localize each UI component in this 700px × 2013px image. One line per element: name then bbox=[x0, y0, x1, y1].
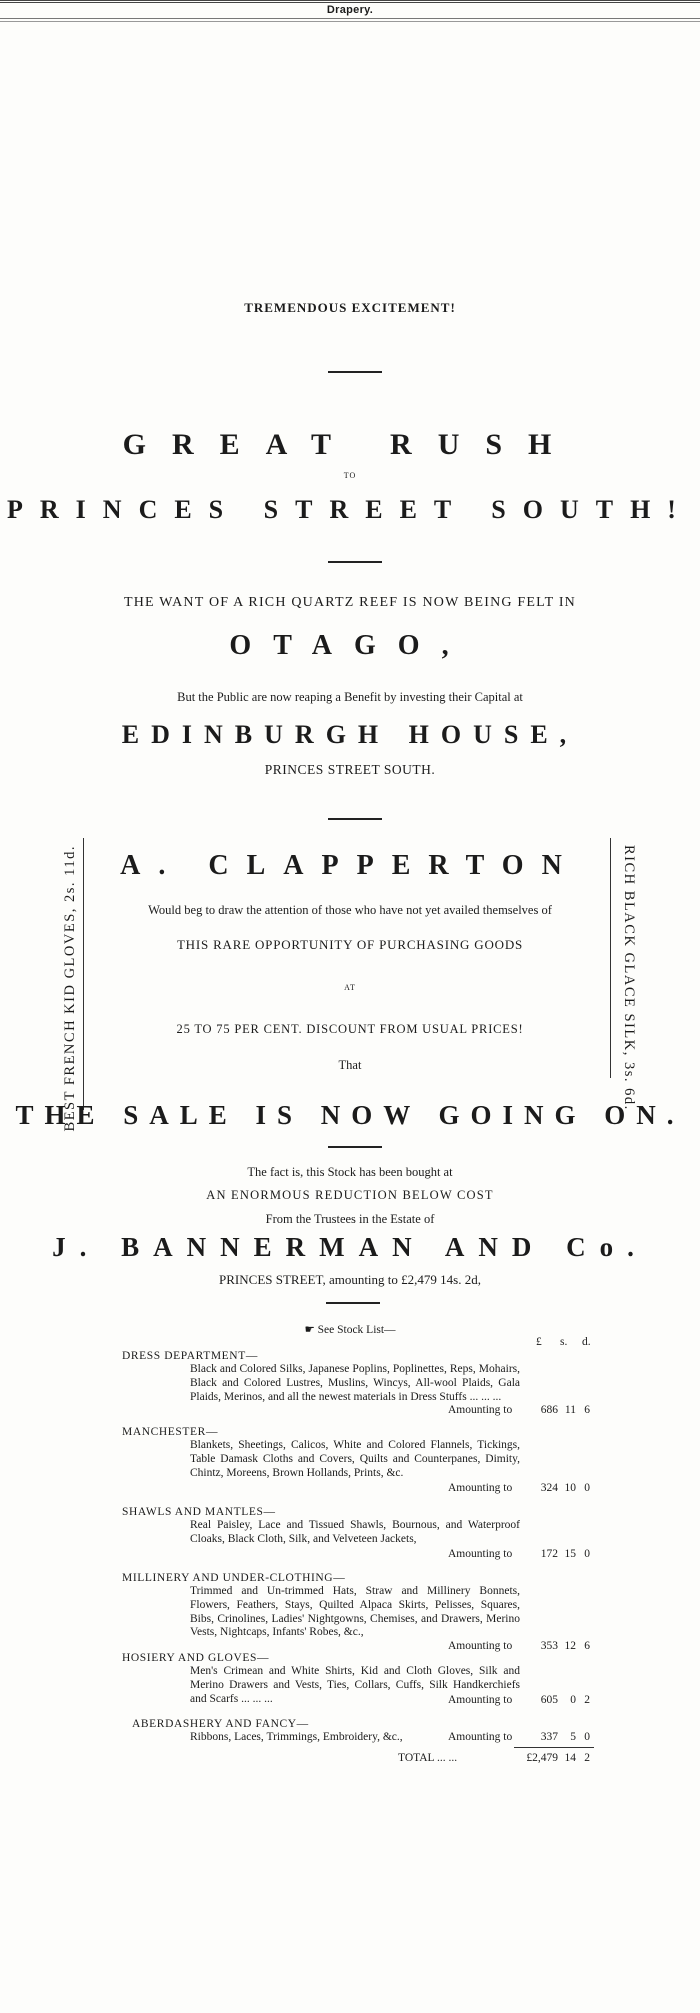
pounds-header: £ bbox=[536, 1336, 542, 1348]
dept-desc: Real Paisley, Lace and Tissued Shawls, Bournous, and Waterproof Cloaks, Black Cloth, Silk, and Velveteen Jackets, bbox=[190, 1519, 520, 1545]
top-rule-2 bbox=[0, 2, 700, 3]
amount-shillings: 10 bbox=[564, 1482, 576, 1494]
dept-name: HOSIERY AND GLOVES— bbox=[122, 1652, 270, 1664]
amount-pounds: 324 bbox=[540, 1482, 558, 1494]
header-rule bbox=[0, 18, 700, 19]
amount-label: Amounting to bbox=[448, 1731, 513, 1743]
divider bbox=[326, 1302, 380, 1304]
dept-name: MANCHESTER— bbox=[122, 1426, 219, 1438]
dept-name: ABERDASHERY AND FANCY— bbox=[132, 1718, 309, 1730]
dept-desc: Men's Crimean and White Shirts, Kid and Cloth Gloves, Silk and Merino Drawers and Vests, Ties, Collars, Cuffs, Silk Handkerchiefs and Scarfs ... ... ... bbox=[190, 1665, 520, 1705]
enormous-line: AN ENORMOUS REDUCTION BELOW COST bbox=[206, 1188, 494, 1202]
top-rule bbox=[0, 0, 700, 1]
to-label: TO bbox=[343, 471, 357, 480]
dept-desc: Trimmed and Un-trimmed Hats, Straw and Millinery Bonnets, Flowers, Feathers, Stays, Quilted Alpaca Skirts, Pelisses, Squares, Bibs, Crinolines, Ladies' Nightgowns, Chemises, and Drawers, Merino Vests, Nightcaps, Infants' Robes, &c., bbox=[190, 1585, 520, 1639]
amount-shillings: 15 bbox=[564, 1548, 576, 1560]
dept-desc: Blankets, Sheetings, Calicos, White and Colored Flannels, Tickings, Table Damask Cloths and Covers, Quilts and Counterpanes, Dimity, Chintz, Moreens, Brown Hollands, Prints, &c. bbox=[190, 1439, 520, 1479]
quartz-line: THE WANT OF A RICH QUARTZ REEF IS NOW BEING FELT IN bbox=[124, 595, 576, 610]
header-rule-2 bbox=[0, 21, 700, 22]
edinburgh-house: EDINBURGH HOUSE, bbox=[121, 720, 579, 749]
amount-pence: 0 bbox=[584, 1548, 590, 1560]
amount-label: Amounting to bbox=[448, 1694, 513, 1706]
total-pounds: £2,479 bbox=[526, 1752, 558, 1764]
attention-line: Would beg to draw the attention of those who have not yet availed themselves of bbox=[148, 903, 552, 917]
shillings-header: s. bbox=[560, 1336, 568, 1348]
trustees-line: From the Trustees in the Estate of bbox=[265, 1212, 435, 1226]
running-head: Drapery. bbox=[326, 4, 374, 16]
amount-shillings: 0 bbox=[570, 1694, 576, 1706]
fact-line: The fact is, this Stock has been bought at bbox=[247, 1165, 453, 1179]
dept-name: SHAWLS AND MANTLES— bbox=[122, 1506, 276, 1518]
amount-label: Amounting to bbox=[448, 1404, 513, 1416]
amount-pence: 2 bbox=[584, 1694, 590, 1706]
amount-pence: 6 bbox=[584, 1404, 590, 1416]
bannerman-heading: J. BANNERMAN AND Co. bbox=[52, 1232, 648, 1262]
amount-label: Amounting to bbox=[448, 1548, 513, 1560]
sale-going-on: THE SALE IS NOW GOING ON. bbox=[15, 1100, 685, 1130]
headline: TREMENDOUS EXCITEMENT! bbox=[244, 300, 456, 315]
amount-pounds: 605 bbox=[540, 1694, 558, 1706]
amount-pence: 6 bbox=[584, 1640, 590, 1652]
amount-pence: 0 bbox=[584, 1731, 590, 1743]
amount-pounds: 337 bbox=[540, 1731, 558, 1743]
public-line: But the Public are now reaping a Benefit by investing their Capital at bbox=[177, 690, 523, 704]
dept-name: DRESS DEPARTMENT— bbox=[122, 1350, 258, 1362]
side-advert-right: RICH BLACK GLACE SILK, 3s. 6d. bbox=[621, 845, 637, 1111]
amount-shillings: 11 bbox=[564, 1404, 576, 1416]
dept-name: MILLINERY AND UNDER-CLOTHING— bbox=[122, 1572, 346, 1584]
total-label: TOTAL ... ... bbox=[398, 1752, 458, 1764]
divider bbox=[328, 818, 382, 820]
proprietor-name: A. CLAPPERTON bbox=[120, 850, 580, 881]
princes-street-south: PRINCES STREET SOUTH. bbox=[264, 762, 436, 777]
side-advert-left: BEST FRENCH KID GLOVES, 2s. 11d. bbox=[62, 845, 78, 1132]
dept-desc: Black and Colored Silks, Japanese Poplins, Poplinettes, Reps, Mohairs, Black and Colored Lustres, Muslins, Wincys, All-wool Plaids, Gala Plaids, Merinos, and all the newest materials in Dress Stuffs ... ... ... bbox=[190, 1363, 520, 1403]
amount-pence: 0 bbox=[584, 1482, 590, 1494]
pence-header: d. bbox=[582, 1336, 591, 1348]
see-stock-list: ☛ See Stock List— bbox=[304, 1324, 396, 1336]
divider bbox=[328, 371, 382, 373]
at-label: AT bbox=[344, 983, 356, 992]
divider bbox=[328, 1146, 382, 1148]
amount-pounds: 353 bbox=[540, 1640, 558, 1652]
total-rule bbox=[514, 1747, 594, 1748]
discount-line: 25 TO 75 PER CENT. DISCOUNT FROM USUAL PRICES! bbox=[176, 1022, 524, 1036]
total-shillings: 14 bbox=[564, 1752, 576, 1764]
amount-shillings: 5 bbox=[570, 1731, 576, 1743]
opportunity-line: THIS RARE OPPORTUNITY OF PURCHASING GOODS bbox=[176, 937, 524, 952]
amount-pounds: 686 bbox=[540, 1404, 558, 1416]
otago: OTAGO, bbox=[229, 630, 471, 661]
amounting-line: PRINCES STREET, amounting to £2,479 14s. 2d, bbox=[219, 1272, 481, 1287]
dept-desc: Ribbons, Laces, Trimmings, Embroidery, &c., bbox=[190, 1731, 403, 1743]
amount-label: Amounting to bbox=[448, 1482, 513, 1494]
amount-label: Amounting to bbox=[448, 1640, 513, 1652]
total-pence: 2 bbox=[584, 1752, 590, 1764]
divider bbox=[328, 561, 382, 563]
great-rush: GREAT RUSH bbox=[122, 428, 578, 461]
princes-street-south-heading: PRINCES STREET SOUTH! bbox=[7, 495, 693, 524]
amount-shillings: 12 bbox=[564, 1640, 576, 1652]
amount-pounds: 172 bbox=[540, 1548, 558, 1560]
that-label: That bbox=[338, 1058, 362, 1072]
